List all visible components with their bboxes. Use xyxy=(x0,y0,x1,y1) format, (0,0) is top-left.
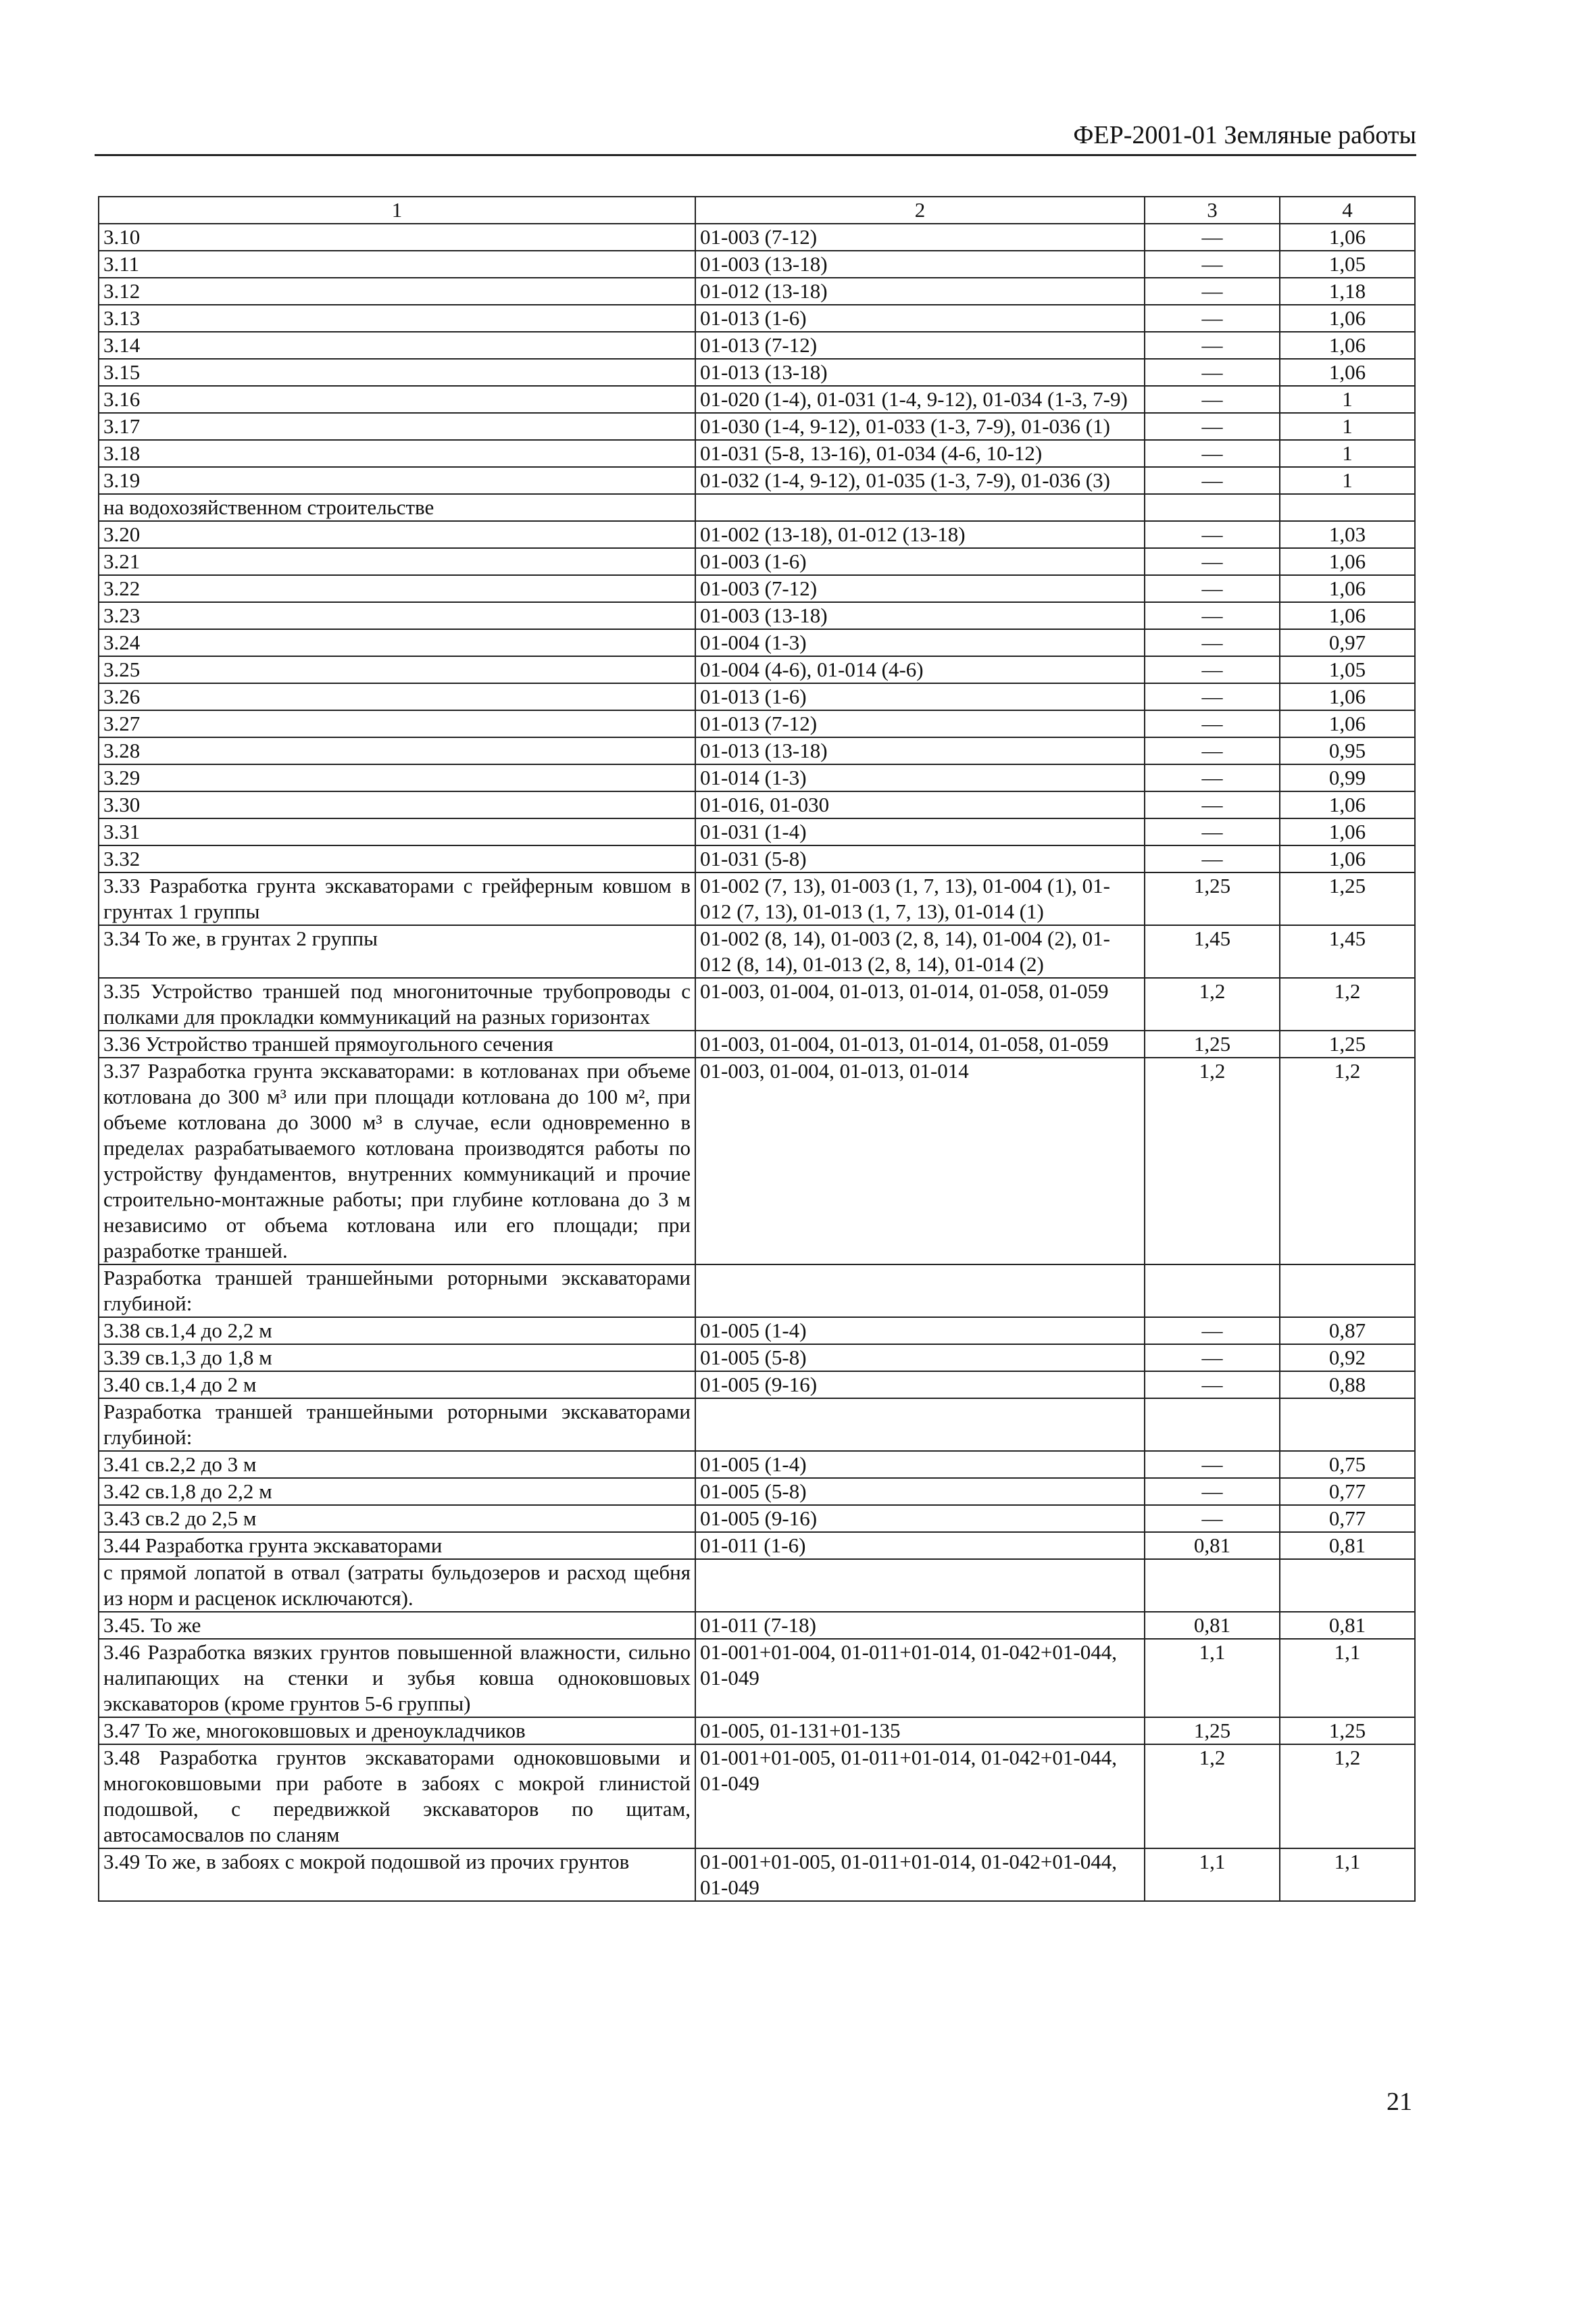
column-header: 4 xyxy=(1280,197,1415,224)
table-cell-c1: 3.39 св.1,3 до 1,8 м xyxy=(99,1344,695,1371)
table-cell-c2 xyxy=(695,494,1145,521)
table-cell-c1: 3.19 xyxy=(99,467,695,494)
table-cell-c3: — xyxy=(1145,359,1280,386)
table-cell-c1: 3.24 xyxy=(99,629,695,656)
table-cell-c3 xyxy=(1145,1398,1280,1451)
table-cell-c3: 0,81 xyxy=(1145,1532,1280,1559)
table-cell-c4: 1,06 xyxy=(1280,359,1415,386)
table-cell-c4 xyxy=(1280,1398,1415,1451)
table-cell-c3: — xyxy=(1145,602,1280,629)
table-cell-c3: — xyxy=(1145,791,1280,818)
table-cell-c3: 0,81 xyxy=(1145,1612,1280,1639)
table-cell-c2: 01-011 (7-18) xyxy=(695,1612,1145,1639)
table-cell-c3: — xyxy=(1145,656,1280,683)
table-cell-c1: 3.11 xyxy=(99,251,695,278)
table-cell-c3: 1,1 xyxy=(1145,1848,1280,1901)
table-cell-c3: — xyxy=(1145,818,1280,845)
table-row xyxy=(99,1451,1415,1478)
table-cell-c3: 1,25 xyxy=(1145,1717,1280,1744)
table-cell-c3: 1,25 xyxy=(1145,872,1280,925)
table-cell-c1: 3.44 Разработка грунта экскаваторами xyxy=(99,1532,695,1559)
table-cell-c2: 01-013 (7-12) xyxy=(695,332,1145,359)
table-cell-c3: — xyxy=(1145,710,1280,737)
table-row xyxy=(99,1505,1415,1532)
table-cell-c2: 01-011 (1-6) xyxy=(695,1532,1145,1559)
table-cell-c2: 01-031 (5-8, 13-16), 01-034 (4-6, 10-12) xyxy=(695,440,1145,467)
table-cell-c3: — xyxy=(1145,1505,1280,1532)
table-cell-c1: 3.46 Разработка вязких грунтов повышенной влажности, сильно налипающих на стенки и зубья ковша одноковшовых экскаваторов (кроме грунтов 5-6 группы) xyxy=(99,1639,695,1717)
table-row xyxy=(99,845,1415,872)
table-cell-c3: 1,45 xyxy=(1145,925,1280,978)
table-cell-c2 xyxy=(695,1559,1145,1612)
table-cell-c2: 01-003 (13-18) xyxy=(695,602,1145,629)
table-cell-c2: 01-001+01-005, 01-011+01-014, 01-042+01-044, 01-049 xyxy=(695,1744,1145,1848)
table-row xyxy=(99,656,1415,683)
table-cell-c2: 01-013 (7-12) xyxy=(695,710,1145,737)
table-cell-c4: 0,87 xyxy=(1280,1317,1415,1344)
table-cell-c2: 01-003 (13-18) xyxy=(695,251,1145,278)
table-cell-c4: 1,45 xyxy=(1280,925,1415,978)
table-cell-c2: 01-004 (1-3) xyxy=(695,629,1145,656)
table-cell-c3: — xyxy=(1145,1344,1280,1371)
table-cell-c4: 1,06 xyxy=(1280,224,1415,251)
table-row xyxy=(99,818,1415,845)
table-row xyxy=(99,548,1415,575)
table-cell-c3: 1,25 xyxy=(1145,1031,1280,1058)
table-cell-c1: 3.36 Устройство траншей прямоугольного сечения xyxy=(99,1031,695,1058)
table-cell-c2: 01-005, 01-131+01-135 xyxy=(695,1717,1145,1744)
table-cell-c1: 3.34 То же, в грунтах 2 группы xyxy=(99,925,695,978)
coefficients-table-container xyxy=(98,196,1414,1902)
table-cell-c3 xyxy=(1145,1264,1280,1317)
table-cell-c4: 1,2 xyxy=(1280,1058,1415,1264)
table-cell-c1: 3.33 Разработка грунта экскаваторами с грейферным ковшом в грунтах 1 группы xyxy=(99,872,695,925)
column-header: 3 xyxy=(1145,197,1280,224)
table-cell-c3: — xyxy=(1145,305,1280,332)
table-cell-c4: 1 xyxy=(1280,413,1415,440)
table-cell-c2: 01-020 (1-4), 01-031 (1-4, 9-12), 01-034 (1-3, 7-9) xyxy=(695,386,1145,413)
table-cell-c4: 1,06 xyxy=(1280,602,1415,629)
table-row xyxy=(99,521,1415,548)
table-cell-c2: 01-002 (13-18), 01-012 (13-18) xyxy=(695,521,1145,548)
table-cell-c2: 01-030 (1-4, 9-12), 01-033 (1-3, 7-9), 01-036 (1) xyxy=(695,413,1145,440)
table-cell-c4: 1,06 xyxy=(1280,683,1415,710)
table-row xyxy=(99,1612,1415,1639)
table-row xyxy=(99,1744,1415,1848)
running-header xyxy=(95,116,1416,156)
table-cell-c3: — xyxy=(1145,548,1280,575)
table-row xyxy=(99,1532,1415,1559)
table-cell-c2: 01-031 (1-4) xyxy=(695,818,1145,845)
table-cell-c1: 3.22 xyxy=(99,575,695,602)
table-cell-c2: 01-001+01-004, 01-011+01-014, 01-042+01-044, 01-049 xyxy=(695,1639,1145,1717)
table-row xyxy=(99,575,1415,602)
table-cell-c1: 3.43 св.2 до 2,5 м xyxy=(99,1505,695,1532)
page-number: 21 xyxy=(1387,2088,1412,2116)
table-cell-c4 xyxy=(1280,1264,1415,1317)
table-row xyxy=(99,1031,1415,1058)
table-cell-c3: 1,1 xyxy=(1145,1639,1280,1717)
table-header-row xyxy=(99,197,1415,224)
table-cell-c4: 1,06 xyxy=(1280,548,1415,575)
table-cell-c1: 3.20 xyxy=(99,521,695,548)
table-cell-c3: — xyxy=(1145,1478,1280,1505)
table-cell-c1: 3.27 xyxy=(99,710,695,737)
table-cell-c1: 3.26 xyxy=(99,683,695,710)
table-cell-c4: 1 xyxy=(1280,440,1415,467)
table-cell-c4: 1,06 xyxy=(1280,575,1415,602)
table-cell-c2: 01-014 (1-3) xyxy=(695,764,1145,791)
table-row xyxy=(99,710,1415,737)
table-row xyxy=(99,440,1415,467)
table-row xyxy=(99,467,1415,494)
table-row xyxy=(99,386,1415,413)
table-cell-c3: — xyxy=(1145,1317,1280,1344)
table-cell-c2: 01-005 (9-16) xyxy=(695,1505,1145,1532)
table-cell-c2: 01-003 (1-6) xyxy=(695,548,1145,575)
table-cell-c3: — xyxy=(1145,764,1280,791)
table-cell-c4: 1,06 xyxy=(1280,818,1415,845)
table-cell-c2: 01-005 (5-8) xyxy=(695,1344,1145,1371)
table-cell-c1: 3.21 xyxy=(99,548,695,575)
coefficients-table xyxy=(98,196,1416,1902)
table-row xyxy=(99,978,1415,1031)
column-header: 1 xyxy=(99,197,695,224)
table-cell-c4: 1,05 xyxy=(1280,656,1415,683)
table-cell-c1: Разработка траншей траншейными роторными экскаваторами глубиной: xyxy=(99,1264,695,1317)
table-row xyxy=(99,494,1415,521)
table-cell-c4: 0,77 xyxy=(1280,1478,1415,1505)
table-cell-c4 xyxy=(1280,494,1415,521)
table-cell-c2: 01-031 (5-8) xyxy=(695,845,1145,872)
table-row xyxy=(99,1317,1415,1344)
table-cell-c4: 1,25 xyxy=(1280,1717,1415,1744)
table-cell-c3: — xyxy=(1145,737,1280,764)
column-header: 2 xyxy=(695,197,1145,224)
table-cell-c2: 01-003, 01-004, 01-013, 01-014, 01-058, 01-059 xyxy=(695,978,1145,1031)
table-row xyxy=(99,683,1415,710)
table-cell-c1: 3.31 xyxy=(99,818,695,845)
table-body xyxy=(99,224,1415,1901)
table-cell-c4: 1 xyxy=(1280,467,1415,494)
table-cell-c4 xyxy=(1280,1559,1415,1612)
table-row xyxy=(99,413,1415,440)
table-row xyxy=(99,1058,1415,1264)
table-row xyxy=(99,1344,1415,1371)
table-cell-c4: 0,95 xyxy=(1280,737,1415,764)
table-cell-c4: 0,77 xyxy=(1280,1505,1415,1532)
table-cell-c4: 0,81 xyxy=(1280,1612,1415,1639)
table-cell-c1: 3.41 св.2,2 до 3 м xyxy=(99,1451,695,1478)
table-row xyxy=(99,332,1415,359)
table-cell-c3: — xyxy=(1145,278,1280,305)
table-cell-c4: 1,2 xyxy=(1280,1744,1415,1848)
table-row xyxy=(99,791,1415,818)
table-cell-c1: 3.40 св.1,4 до 2 м xyxy=(99,1371,695,1398)
table-cell-c2: 01-004 (4-6), 01-014 (4-6) xyxy=(695,656,1145,683)
table-cell-c4: 1 xyxy=(1280,386,1415,413)
table-cell-c4: 0,75 xyxy=(1280,1451,1415,1478)
table-cell-c4: 1,1 xyxy=(1280,1848,1415,1901)
table-row xyxy=(99,1717,1415,1744)
table-row xyxy=(99,1559,1415,1612)
table-cell-c2: 01-001+01-005, 01-011+01-014, 01-042+01-044, 01-049 xyxy=(695,1848,1145,1901)
table-cell-c2: 01-005 (1-4) xyxy=(695,1317,1145,1344)
table-row xyxy=(99,925,1415,978)
table-row xyxy=(99,737,1415,764)
table-cell-c2: 01-005 (1-4) xyxy=(695,1451,1145,1478)
table-cell-c1: 3.29 xyxy=(99,764,695,791)
table-cell-c1: 3.42 св.1,8 до 2,2 м xyxy=(99,1478,695,1505)
table-cell-c3: — xyxy=(1145,575,1280,602)
table-cell-c3: — xyxy=(1145,332,1280,359)
table-cell-c3: — xyxy=(1145,467,1280,494)
table-cell-c2: 01-003 (7-12) xyxy=(695,224,1145,251)
table-cell-c4: 1,18 xyxy=(1280,278,1415,305)
table-cell-c1: 3.37 Разработка грунта экскаваторами: в котлованах при объеме котлована до 300 м³ или при площади котлована до 100 м², при объеме котлована до 3000 м³ в случае, если одновременно в пределах разрабатываемого котлована производятся работы по устройству фундаментов, внутренних коммуникаций и прочие строительно-монтажные работы; при глубине котлована до 3 м независимо от объема котлована или его площади; при разработке траншей. xyxy=(99,1058,695,1264)
table-cell-c2: 01-003 (7-12) xyxy=(695,575,1145,602)
table-cell-c1: 3.28 xyxy=(99,737,695,764)
table-cell-c4: 1,05 xyxy=(1280,251,1415,278)
table-cell-c1: 3.38 св.1,4 до 2,2 м xyxy=(99,1317,695,1344)
table-cell-c2: 01-012 (13-18) xyxy=(695,278,1145,305)
table-cell-c3: 1,2 xyxy=(1145,1744,1280,1848)
table-cell-c3 xyxy=(1145,494,1280,521)
table-cell-c1: 3.32 xyxy=(99,845,695,872)
table-cell-c4: 0,97 xyxy=(1280,629,1415,656)
table-cell-c2: 01-013 (13-18) xyxy=(695,737,1145,764)
table-row xyxy=(99,251,1415,278)
table-cell-c3: — xyxy=(1145,440,1280,467)
table-cell-c3: — xyxy=(1145,251,1280,278)
table-cell-c4: 0,99 xyxy=(1280,764,1415,791)
table-row xyxy=(99,872,1415,925)
table-cell-c1: 3.14 xyxy=(99,332,695,359)
table-cell-c3: — xyxy=(1145,1451,1280,1478)
table-cell-c1: 3.15 xyxy=(99,359,695,386)
table-cell-c2 xyxy=(695,1264,1145,1317)
table-row xyxy=(99,629,1415,656)
table-cell-c2: 01-002 (8, 14), 01-003 (2, 8, 14), 01-004 (2), 01-012 (8, 14), 01-013 (2, 8, 14), 01-014 (2) xyxy=(695,925,1145,978)
table-cell-c3: 1,2 xyxy=(1145,1058,1280,1264)
table-cell-c1: 3.17 xyxy=(99,413,695,440)
table-cell-c2: 01-013 (1-6) xyxy=(695,683,1145,710)
table-row xyxy=(99,278,1415,305)
table-cell-c4: 1,06 xyxy=(1280,845,1415,872)
header-title: ФЕР-2001-01 Земляные работы xyxy=(1073,121,1416,149)
table-cell-c4: 1,06 xyxy=(1280,710,1415,737)
table-cell-c1: 3.47 То же, многоковшовых и дреноукладчиков xyxy=(99,1717,695,1744)
table-cell-c1: 3.16 xyxy=(99,386,695,413)
table-cell-c1: 3.48 Разработка грунтов экскаваторами одноковшовыми и многоковшовыми при работе в забоях с мокрой глинистой подошвой, с передвижкой экскаваторов по щитам, автосамосвалов по сланям xyxy=(99,1744,695,1848)
table-cell-c1: 3.23 xyxy=(99,602,695,629)
table-cell-c4: 1,25 xyxy=(1280,872,1415,925)
table-row xyxy=(99,764,1415,791)
table-cell-c2: 01-032 (1-4, 9-12), 01-035 (1-3, 7-9), 01-036 (3) xyxy=(695,467,1145,494)
table-cell-c4: 0,88 xyxy=(1280,1371,1415,1398)
table-cell-c2: 01-002 (7, 13), 01-003 (1, 7, 13), 01-004 (1), 01-012 (7, 13), 01-013 (1, 7, 13), 01-014 (1) xyxy=(695,872,1145,925)
table-cell-c1: 3.10 xyxy=(99,224,695,251)
table-row xyxy=(99,305,1415,332)
table-row xyxy=(99,1848,1415,1901)
table-cell-c1: Разработка траншей траншейными роторными экскаваторами глубиной: xyxy=(99,1398,695,1451)
table-cell-c4: 1,06 xyxy=(1280,305,1415,332)
table-row xyxy=(99,1264,1415,1317)
table-cell-c1: 3.35 Устройство траншей под многониточные трубопроводы с полками для прокладки коммуникаций на разных горизонтах xyxy=(99,978,695,1031)
table-cell-c3: — xyxy=(1145,224,1280,251)
table-cell-c1: 3.18 xyxy=(99,440,695,467)
table-cell-c2: 01-013 (1-6) xyxy=(695,305,1145,332)
table-cell-c3: — xyxy=(1145,629,1280,656)
table-row xyxy=(99,359,1415,386)
table-cell-c3: — xyxy=(1145,413,1280,440)
table-cell-c4: 1,06 xyxy=(1280,791,1415,818)
table-cell-c2 xyxy=(695,1398,1145,1451)
table-cell-c2: 01-005 (9-16) xyxy=(695,1371,1145,1398)
table-cell-c1: 3.12 xyxy=(99,278,695,305)
table-cell-c4: 1,25 xyxy=(1280,1031,1415,1058)
table-cell-c4: 1,1 xyxy=(1280,1639,1415,1717)
table-row xyxy=(99,1398,1415,1451)
table-cell-c3: 1,2 xyxy=(1145,978,1280,1031)
table-cell-c1: с прямой лопатой в отвал (затраты бульдозеров и расход щебня из норм и расценок исключаются). xyxy=(99,1559,695,1612)
table-cell-c3: — xyxy=(1145,845,1280,872)
table-row xyxy=(99,1639,1415,1717)
table-row xyxy=(99,1371,1415,1398)
table-cell-c4: 1,2 xyxy=(1280,978,1415,1031)
table-cell-c4: 0,92 xyxy=(1280,1344,1415,1371)
table-cell-c4: 1,06 xyxy=(1280,332,1415,359)
table-cell-c3: — xyxy=(1145,386,1280,413)
table-cell-c1: 3.30 xyxy=(99,791,695,818)
table-cell-c3: — xyxy=(1145,521,1280,548)
table-cell-c2: 01-003, 01-004, 01-013, 01-014 xyxy=(695,1058,1145,1264)
table-row xyxy=(99,602,1415,629)
table-cell-c1: 3.49 То же, в забоях с мокрой подошвой из прочих грунтов xyxy=(99,1848,695,1901)
table-row xyxy=(99,224,1415,251)
table-cell-c1: 3.13 xyxy=(99,305,695,332)
table-cell-c1: 3.25 xyxy=(99,656,695,683)
table-cell-c4: 1,03 xyxy=(1280,521,1415,548)
table-cell-c2: 01-005 (5-8) xyxy=(695,1478,1145,1505)
table-cell-c1: на водохозяйственном строительстве xyxy=(99,494,695,521)
table-cell-c3: — xyxy=(1145,1371,1280,1398)
table-cell-c2: 01-013 (13-18) xyxy=(695,359,1145,386)
table-cell-c4: 0,81 xyxy=(1280,1532,1415,1559)
table-cell-c1: 3.45. То же xyxy=(99,1612,695,1639)
table-cell-c3: — xyxy=(1145,683,1280,710)
table-row xyxy=(99,1478,1415,1505)
table-cell-c3 xyxy=(1145,1559,1280,1612)
table-cell-c2: 01-016, 01-030 xyxy=(695,791,1145,818)
table-cell-c2: 01-003, 01-004, 01-013, 01-014, 01-058, 01-059 xyxy=(695,1031,1145,1058)
